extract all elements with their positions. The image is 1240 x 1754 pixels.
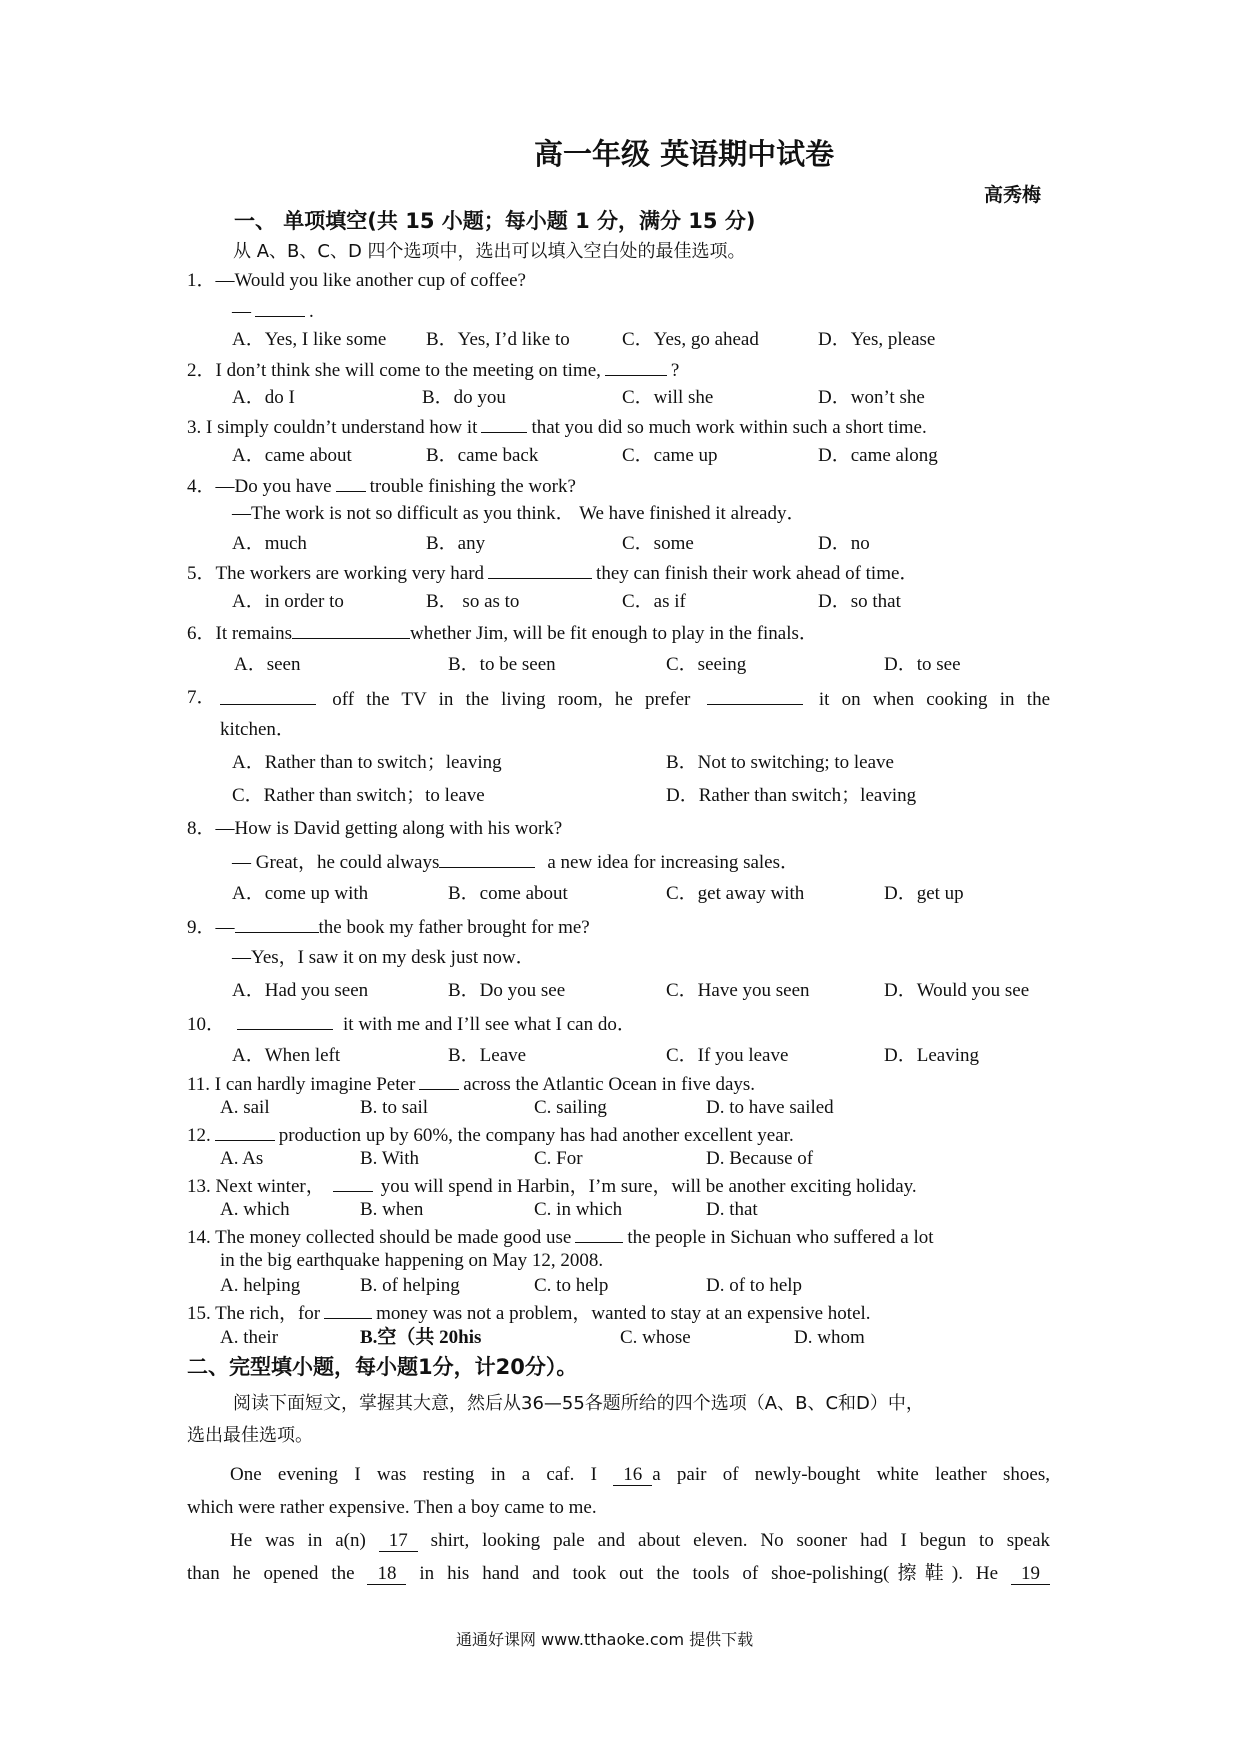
question-3-option-c: C．came up — [622, 445, 718, 466]
blank-18: 18 — [367, 1564, 406, 1585]
question-15-stem-a: 15. The rich，for — [187, 1303, 321, 1324]
question-5-option-c: C．as if — [622, 591, 686, 612]
question-9-option-b: B．Do you see — [448, 980, 566, 1001]
question-9-stem — [187, 914, 590, 940]
question-1-reply-dash: — — [232, 301, 251, 322]
question-13-option-d: D. that — [706, 1199, 758, 1220]
question-6-blank — [292, 620, 410, 639]
question-7-continuation: kitchen． — [220, 719, 295, 740]
question-4-reply: —The work is not so difficult as you think． We have finished it already． — [232, 503, 806, 524]
question-7-stem — [220, 686, 1050, 712]
question-3-option-b: B．came back — [426, 445, 539, 466]
question-14-continuation: in the big earthquake happening on May 12, 2008. — [220, 1250, 604, 1271]
question-9-blank — [235, 914, 319, 933]
question-5-option-d: D．so that — [818, 591, 901, 612]
question-12-stem — [187, 1122, 794, 1148]
question-15-option-d: D. whom — [794, 1327, 865, 1348]
question-8-reply — [232, 849, 799, 875]
question-2-option-a: A．do I — [232, 387, 295, 408]
question-3-stem — [187, 414, 927, 440]
question-1-option-b: B．Yes, I’d like to — [426, 329, 570, 350]
question-13-stem-a: 13. Next winter， — [187, 1176, 325, 1197]
question-10-stem — [187, 1011, 636, 1037]
page-title: 高一年级 英语期中试卷 — [534, 137, 835, 171]
question-7-option-d: D．Rather than switch；leaving — [666, 785, 917, 806]
section-1-instruction: 从 A、B、C、D 四个选项中，选出可以填入空白处的最佳选项。 — [233, 241, 746, 262]
question-8-reply-b: a new idea for increasing sales． — [547, 852, 800, 873]
question-4-option-a: A．much — [232, 533, 307, 554]
question-1-option-c: C．Yes, go ahead — [622, 329, 759, 350]
question-1-option-d: D．Yes, please — [818, 329, 936, 350]
question-12-stem-b: production up by 60%, the company has had another excellent year. — [278, 1125, 794, 1146]
question-13-option-a: A. which — [220, 1199, 290, 1220]
question-5-option-a: A．in order to — [232, 591, 344, 612]
question-15-stem — [187, 1300, 871, 1326]
question-13-stem — [187, 1173, 917, 1199]
passage-line-1-b: a pair of newly-bought white leather shoes, — [652, 1464, 1050, 1485]
question-15-blank — [324, 1300, 372, 1319]
question-15-option-a: A. their — [220, 1327, 279, 1348]
question-8-blank — [439, 849, 535, 868]
question-10-blank — [237, 1011, 333, 1030]
question-1-option-a: A．Yes, I like some — [232, 329, 387, 350]
question-15-stem-b: money was not a problem，wanted to stay at an expensive hotel. — [376, 1303, 871, 1324]
question-6-stem-b: whether Jim, will be fit enough to play in the finals． — [410, 623, 818, 644]
passage-line-1 — [230, 1463, 1050, 1487]
passage-line-3-b: shirt, looking pale and about eleven. No sooner had I begun to speak — [430, 1530, 1051, 1551]
passage-line-3 — [230, 1529, 1050, 1553]
question-6-option-a: A．seen — [234, 654, 301, 675]
question-8-option-b: B．come about — [448, 883, 568, 904]
question-11-stem-b: across the Atlantic Ocean in five days. — [463, 1074, 756, 1095]
question-9-reply: —Yes，I saw it on my desk just now． — [232, 947, 535, 968]
question-4-stem — [187, 473, 576, 499]
question-14-stem-a: 14. The money collected should be made good use — [187, 1227, 572, 1248]
question-5-option-b: B． so as to — [426, 591, 520, 612]
question-6-option-d: D．to see — [884, 654, 961, 675]
question-15-option-b: B.空（共 20his — [360, 1327, 482, 1348]
question-11-stem — [187, 1071, 755, 1097]
question-7-stem-b: it on when cooking in the — [818, 689, 1051, 710]
question-2-stem — [187, 357, 679, 383]
question-3-option-a: A．came about — [232, 445, 352, 466]
question-7-stem-a: off the TV in the living room, he prefer — [332, 689, 691, 710]
question-10-option-d: D．Leaving — [884, 1045, 979, 1066]
question-6-stem-a: 6．It remains — [187, 623, 293, 644]
question-3-blank — [481, 414, 527, 433]
question-9-stem-b: the book my father brought for me? — [318, 917, 590, 938]
question-2-option-b: B．do you — [422, 387, 506, 408]
question-2-option-d: D．won’t she — [818, 387, 925, 408]
question-10-stem-b: it with me and I’ll see what I can do． — [343, 1014, 636, 1035]
question-2-blank — [605, 357, 667, 376]
question-9-stem-a: 9．— — [187, 917, 235, 938]
question-8-option-c: C．get away with — [666, 883, 805, 904]
question-7-option-a: A．Rather than to switch；leaving — [232, 752, 502, 773]
question-10-option-c: C．If you leave — [666, 1045, 789, 1066]
passage-line-4 — [187, 1562, 1050, 1586]
question-8-option-a: A．come up with — [232, 883, 369, 904]
question-6-stem — [187, 620, 818, 646]
question-11-option-b: B. to sail — [360, 1097, 429, 1118]
question-7-option-b: B．Not to switching; to leave — [666, 752, 894, 773]
question-3-stem-b: that you did so much work within such a short time. — [531, 417, 927, 438]
question-5-blank — [488, 560, 592, 579]
question-10-option-a: A．When left — [232, 1045, 341, 1066]
question-14-blank — [575, 1224, 623, 1243]
passage-line-4-a: than he opened the — [187, 1563, 355, 1584]
question-1-stem: 1．—Would you like another cup of coffee? — [187, 270, 526, 291]
question-10-stem-a: 10． — [187, 1014, 226, 1035]
passage-line-2: which were rather expensive. Then a boy came to me. — [187, 1497, 597, 1518]
blank-19: 19 — [1011, 1564, 1050, 1585]
question-2-stem-a: 2．I don’t think she will come to the meeting on time, — [187, 360, 601, 381]
question-12-option-b: B. With — [360, 1148, 420, 1169]
question-4-stem-a: 4．—Do you have — [187, 476, 332, 497]
question-13-blank — [333, 1173, 373, 1192]
question-11-stem-a: 11. I can hardly imagine Peter — [187, 1074, 416, 1095]
question-10-option-b: B．Leave — [448, 1045, 527, 1066]
section-1-heading: 一、 单项填空(共 15 小题；每小题 1 分，满分 15 分) — [234, 209, 756, 233]
question-7-number: 7． — [187, 687, 216, 708]
question-7-blank-1 — [220, 686, 316, 705]
question-7-blank-2 — [707, 686, 803, 705]
question-13-stem-b: you will spend in Harbin，I’m sure，will be another exciting holiday. — [380, 1176, 917, 1197]
question-5-stem — [187, 560, 918, 586]
question-12-stem-a: 12. — [187, 1125, 211, 1146]
question-3-option-d: D．came along — [818, 445, 938, 466]
passage-line-3-a: He was in a(n) — [230, 1530, 366, 1551]
section-2-instruction-line-2: 选出最佳选项。 — [187, 1425, 313, 1446]
question-13-option-c: C. in which — [534, 1199, 623, 1220]
question-12-option-d: D. Because of — [706, 1148, 814, 1169]
question-11-option-d: D. to have sailed — [706, 1097, 834, 1118]
question-3-stem-a: 3. I simply couldn’t understand how it — [187, 417, 478, 438]
question-4-option-b: B．any — [426, 533, 486, 554]
question-12-option-a: A. As — [220, 1148, 264, 1169]
question-8-stem: 8．—How is David getting along with his work? — [187, 818, 563, 839]
blank-17: 17 — [379, 1531, 418, 1552]
question-5-stem-a: 5．The workers are working very hard — [187, 563, 485, 584]
author-name: 高秀梅 — [984, 184, 1042, 206]
question-1-reply: — . — [232, 298, 314, 324]
section-2-heading: 二、完型填小题，每小题1分，计20分）。 — [187, 1355, 578, 1379]
question-9-option-c: C．Have you seen — [666, 980, 810, 1001]
footer-text: 通通好课网 www.tthaoke.com 提供下载 — [456, 1630, 754, 1649]
question-8-option-d: D．get up — [884, 883, 964, 904]
question-12-blank — [215, 1122, 275, 1141]
question-4-blank — [336, 473, 366, 492]
question-14-stem — [187, 1224, 934, 1250]
question-6-option-c: C．seeing — [666, 654, 747, 675]
question-6-option-b: B．to be seen — [448, 654, 556, 675]
question-15-option-c: C. whose — [620, 1327, 691, 1348]
question-14-option-d: D. of to help — [706, 1275, 803, 1296]
question-4-stem-b: trouble finishing the work? — [369, 476, 576, 497]
question-7-option-c: C．Rather than switch；to leave — [232, 785, 485, 806]
question-14-stem-b: the people in Sichuan who suffered a lot — [627, 1227, 934, 1248]
question-4-option-d: D．no — [818, 533, 870, 554]
question-5-stem-b: they can finish their work ahead of time． — [596, 563, 919, 584]
question-2-stem-b: ? — [670, 360, 680, 381]
blank-16: 16 — [613, 1465, 652, 1486]
passage-line-4-b: in his hand and took out the tools of shoe-polishing(擦鞋). He — [419, 1563, 999, 1584]
question-13-option-b: B. when — [360, 1199, 424, 1220]
question-9-option-d: D．Would you see — [884, 980, 1030, 1001]
question-9-option-a: A．Had you seen — [232, 980, 369, 1001]
question-14-option-b: B. of helping — [360, 1275, 460, 1296]
section-2-instruction-line-1: 阅读下面短文，掌握其大意，然后从36—55各题所给的四个选项（A、B、C和D）中， — [233, 1393, 924, 1414]
passage-line-1-a: One evening I was resting in a caf. I — [230, 1464, 597, 1485]
question-4-option-c: C．some — [622, 533, 694, 554]
question-1-blank — [255, 298, 305, 317]
question-12-option-c: C. For — [534, 1148, 583, 1169]
question-11-option-c: C. sailing — [534, 1097, 607, 1118]
question-14-option-c: C. to help — [534, 1275, 609, 1296]
question-11-blank — [419, 1071, 459, 1090]
question-2-option-c: C．will she — [622, 387, 714, 408]
question-8-reply-a: — Great，he could always — [232, 852, 440, 873]
question-11-option-a: A. sail — [220, 1097, 270, 1118]
question-14-option-a: A. helping — [220, 1275, 301, 1296]
